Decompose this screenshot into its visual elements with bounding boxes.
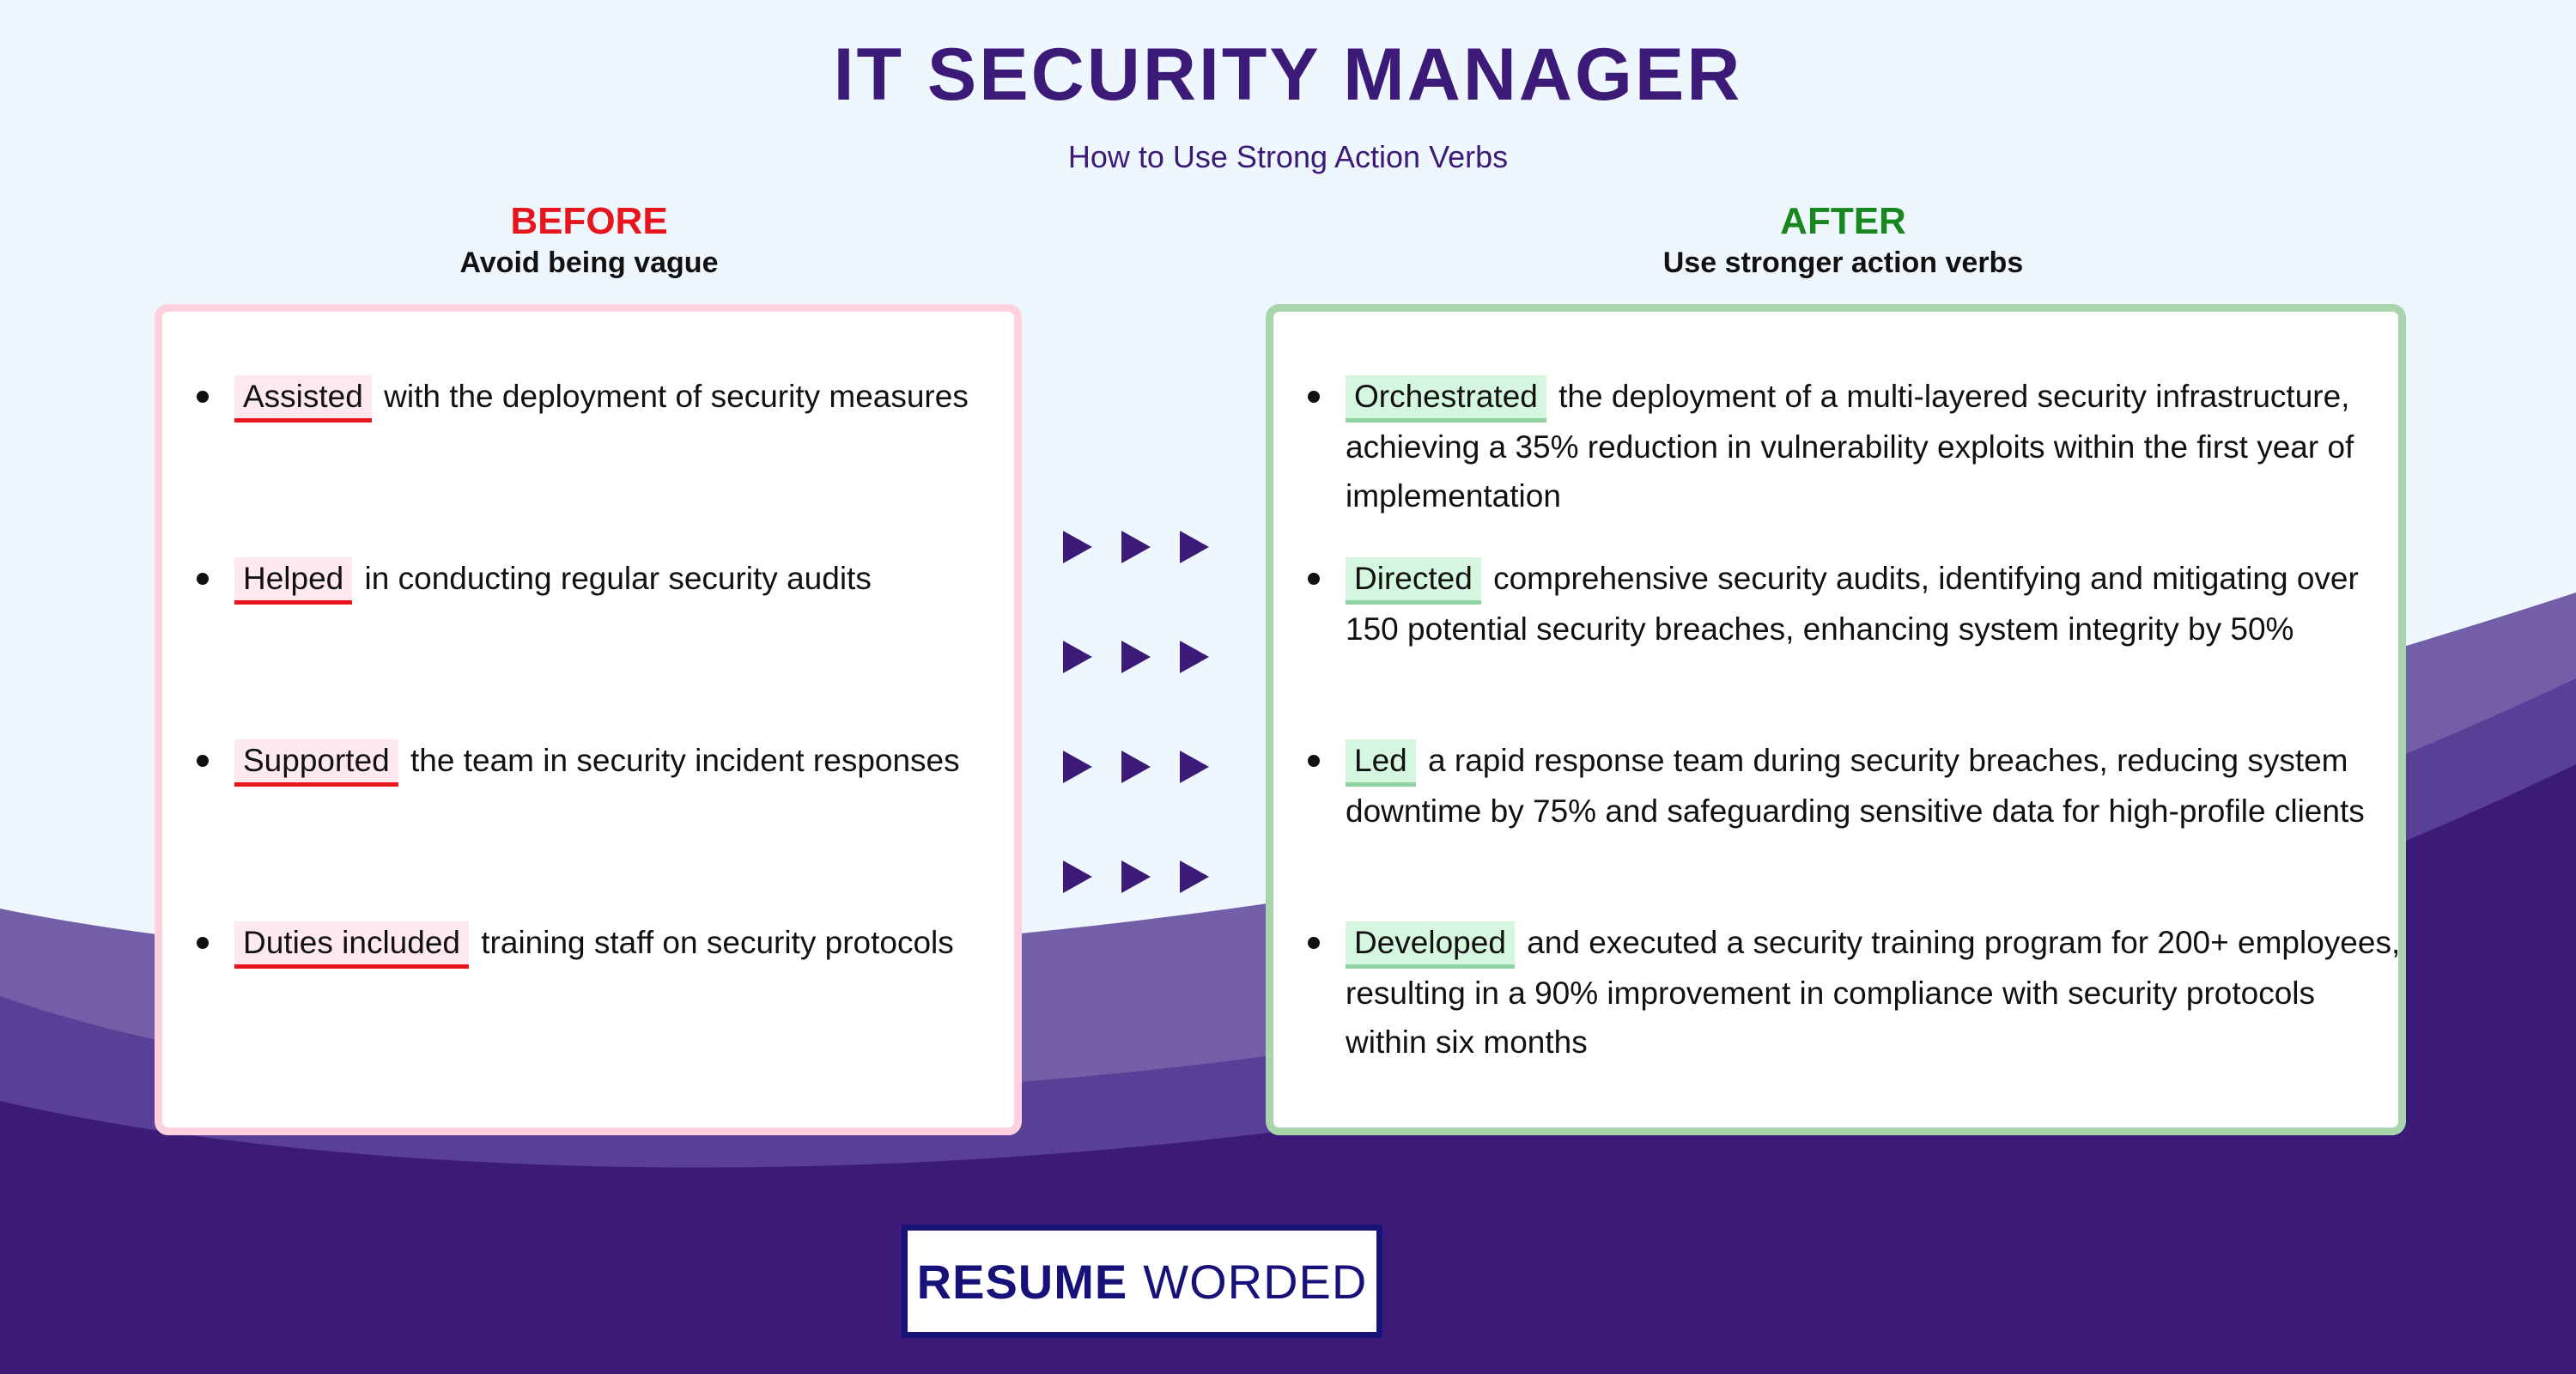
play-triangle-icon <box>1063 531 1092 563</box>
after-heading <box>1271 199 2415 282</box>
before-item <box>191 372 1024 423</box>
play-triangle-icon <box>1180 860 1209 893</box>
before-item <box>191 554 1024 605</box>
play-triangle-icon <box>1121 751 1151 783</box>
after-item <box>1303 918 2402 1067</box>
weak-verb: Duties included <box>234 921 469 969</box>
after-item-text: and executed a security training program for 200+ employees, resulting in a 90% improvement in compliance with security protocols within six months <box>1346 925 2401 1060</box>
play-triangle-icon <box>1180 531 1209 563</box>
before-item-text: training staff on security protocols <box>481 925 954 960</box>
arrow-group <box>1063 522 1209 574</box>
strong-verb: Developed <box>1346 921 1515 969</box>
weak-verb: Supported <box>234 739 398 787</box>
before-label: BEFORE <box>510 200 668 242</box>
after-sublabel: Use stronger action verbs <box>1662 246 2024 279</box>
before-item-text: the team in security incident responses <box>410 743 960 778</box>
resume-worded-logo <box>902 1225 1382 1338</box>
after-item-text: comprehensive security audits, identifying and mitigating over 150 potential security breaches, enhancing system integrity by 50% <box>1346 561 2359 647</box>
before-item-text: with the deployment of security measures <box>384 379 969 414</box>
after-label: AFTER <box>1780 200 1906 242</box>
page-subtitle: How to Use Strong Action Verbs <box>1067 139 1509 174</box>
before-item <box>191 736 1024 787</box>
strong-verb: Directed <box>1346 557 1481 605</box>
strong-verb: Led <box>1346 739 1416 787</box>
strong-verb: Orchestrated <box>1346 375 1546 423</box>
before-sublabel: Avoid being vague <box>459 246 719 279</box>
play-triangle-icon <box>1063 860 1092 893</box>
after-item-text: a rapid response team during security breaches, reducing system downtime by 75% and safeguarding sensitive data for high-profile clients <box>1346 743 2365 829</box>
after-item <box>1303 554 2402 654</box>
arrow-group <box>1063 742 1209 793</box>
before-item <box>191 918 1024 969</box>
logo-bold-word: RESUME <box>916 1254 1128 1309</box>
play-triangle-icon <box>1063 751 1092 783</box>
weak-verb: Helped <box>234 557 352 605</box>
play-triangle-icon <box>1121 641 1151 673</box>
before-heading <box>160 199 1018 282</box>
arrow-group <box>1063 852 1209 903</box>
before-card <box>155 304 1022 1135</box>
page-title: IT SECURITY MANAGER <box>833 33 1743 116</box>
weak-verb: Assisted <box>234 375 372 423</box>
play-triangle-icon <box>1121 860 1151 893</box>
play-triangle-icon <box>1180 751 1209 783</box>
before-item-text: in conducting regular security audits <box>364 561 872 596</box>
after-item <box>1303 736 2402 836</box>
logo-regular-word: WORDED <box>1143 1254 1368 1309</box>
arrow-group <box>1063 632 1209 684</box>
play-triangle-icon <box>1121 531 1151 563</box>
after-card <box>1266 304 2406 1135</box>
play-triangle-icon <box>1180 641 1209 673</box>
play-triangle-icon <box>1063 641 1092 673</box>
after-item-text: the deployment of a multi-layered security infrastructure, achieving a 35% reduction in vulnerability exploits within the first year of implementation <box>1346 379 2354 514</box>
after-item <box>1303 372 2402 520</box>
